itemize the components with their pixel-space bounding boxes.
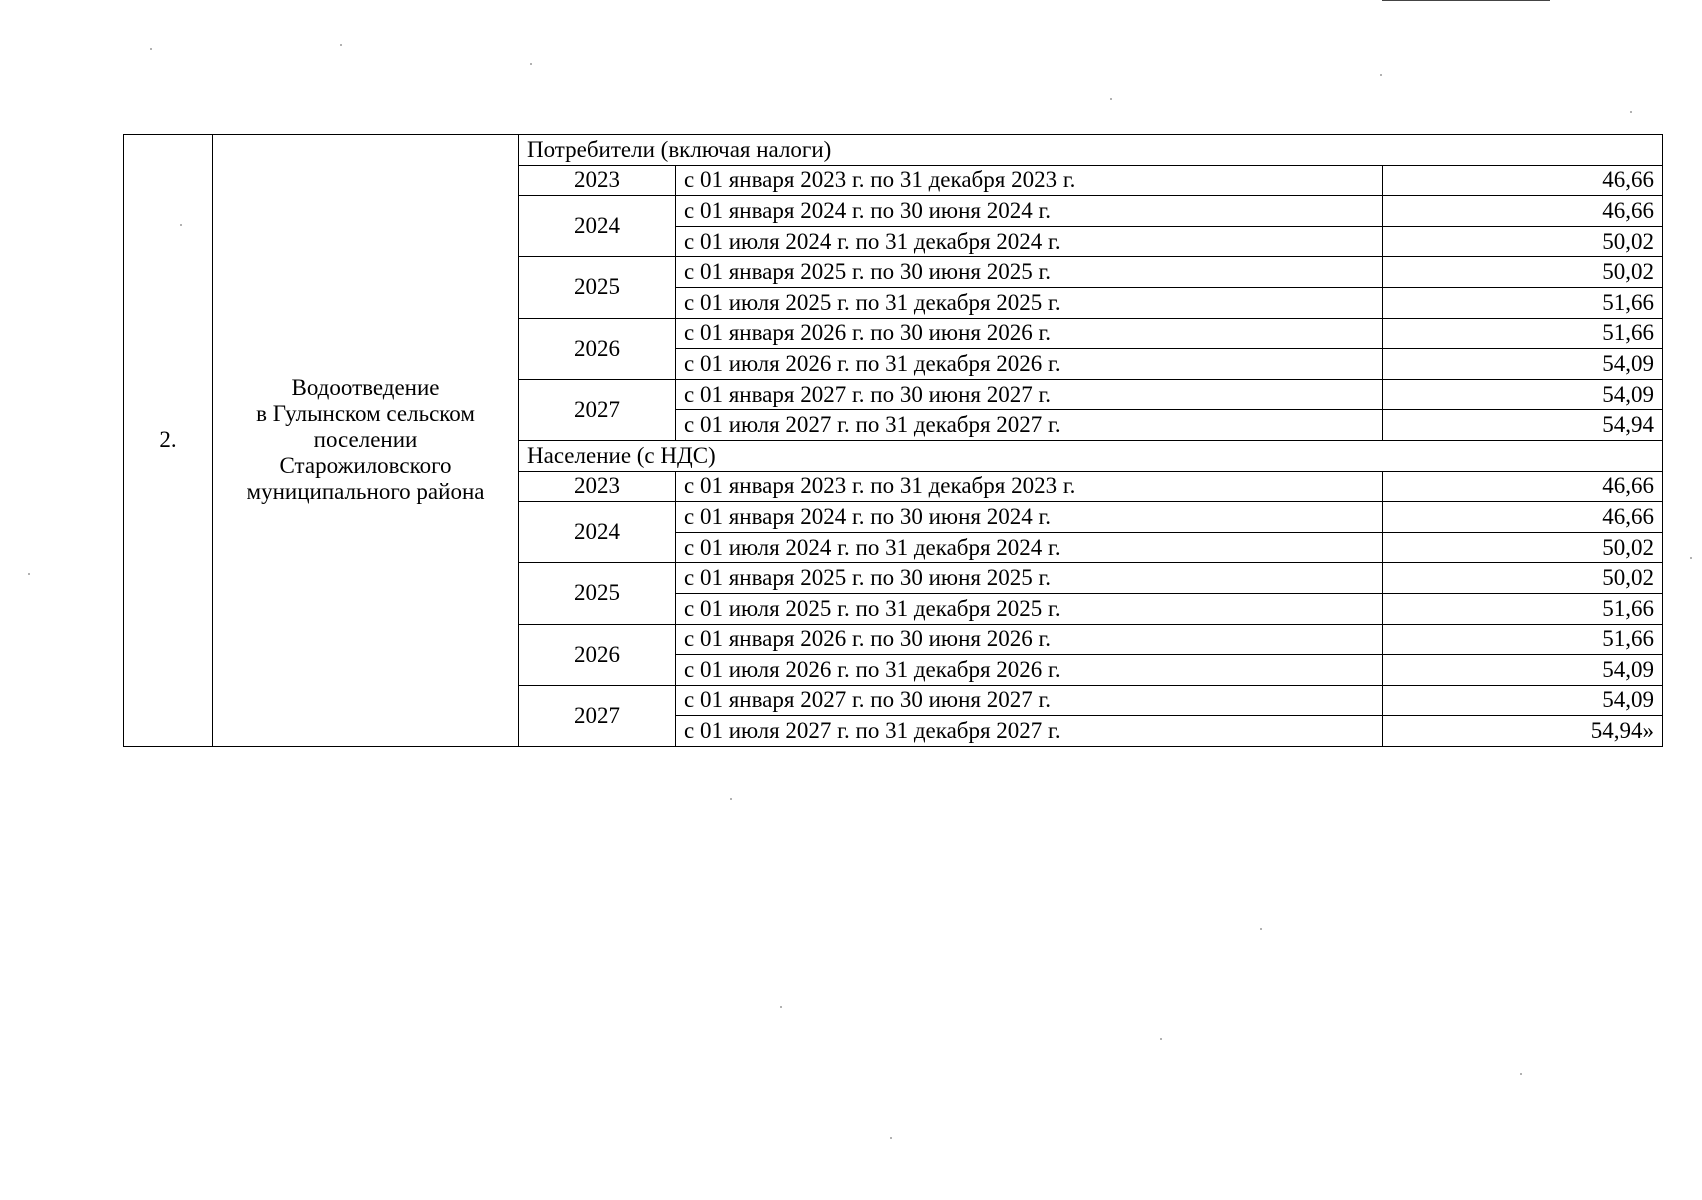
scan-speck (530, 63, 532, 65)
year-cell: 2026 (519, 624, 676, 685)
year-cell: 2027 (519, 685, 676, 746)
scan-speck (1630, 111, 1632, 113)
consumer-group-title: Население (с НДС) (519, 440, 1663, 471)
service-name-line: Водоотведение (291, 375, 440, 401)
period-cell: с 01 января 2025 г. по 30 июня 2025 г. (676, 257, 1383, 288)
tariff-value-cell: 46,66 (1383, 502, 1663, 533)
tariff-value-cell: 46,66 (1383, 471, 1663, 502)
tariff-value-cell: 50,02 (1383, 226, 1663, 257)
period-cell: с 01 июля 2027 г. по 31 декабря 2027 г. (676, 716, 1383, 747)
tariff-value-cell: 50,02 (1383, 532, 1663, 563)
tariff-value-cell: 54,09 (1383, 655, 1663, 686)
service-name-line: Старожиловского (279, 453, 452, 479)
group-header-row (124, 135, 1663, 166)
service-name-line: поселении (313, 427, 418, 453)
scan-speck (890, 1137, 892, 1139)
period-cell: с 01 января 2027 г. по 30 июня 2027 г. (676, 379, 1383, 410)
scan-speck (1520, 1073, 1522, 1075)
year-cell: 2024 (519, 502, 676, 563)
tariff-value-cell: 54,09 (1383, 685, 1663, 716)
tariff-value-cell: 54,94 (1383, 410, 1663, 441)
year-cell: 2026 (519, 318, 676, 379)
scan-speck (1110, 98, 1112, 100)
period-cell: с 01 января 2027 г. по 30 июня 2027 г. (676, 685, 1383, 716)
tariff-value-cell: 51,66 (1383, 287, 1663, 318)
period-cell: с 01 января 2023 г. по 31 декабря 2023 г. (676, 165, 1383, 196)
year-cell: 2027 (519, 379, 676, 440)
row-number-cell: 2. (124, 135, 213, 747)
tariff-value-cell: 50,02 (1383, 563, 1663, 594)
scan-speck (1260, 928, 1262, 930)
year-cell: 2025 (519, 563, 676, 624)
scan-speck (340, 44, 342, 46)
scan-speck (780, 1006, 782, 1008)
period-cell: с 01 января 2026 г. по 30 июня 2026 г. (676, 318, 1383, 349)
service-name-cell (213, 135, 519, 747)
tariff-value-cell: 51,66 (1383, 593, 1663, 624)
tariff-value-cell: 54,09 (1383, 379, 1663, 410)
top-edge-rule (1382, 0, 1550, 1)
scan-speck (730, 798, 732, 800)
period-cell: с 01 июля 2024 г. по 31 декабря 2024 г. (676, 532, 1383, 563)
year-cell: 2023 (519, 471, 676, 502)
tariff-value-cell: 46,66 (1383, 165, 1663, 196)
tariff-value-cell: 54,94» (1383, 716, 1663, 747)
consumer-group-title: Потребители (включая налоги) (519, 135, 1663, 166)
service-name-line: в Гулынском сельском (256, 401, 475, 427)
tariff-value-cell: 46,66 (1383, 196, 1663, 227)
service-name-line: муниципального района (246, 479, 485, 505)
period-cell: с 01 января 2024 г. по 30 июня 2024 г. (676, 502, 1383, 533)
tariff-value-cell: 54,09 (1383, 349, 1663, 380)
period-cell: с 01 января 2024 г. по 30 июня 2024 г. (676, 196, 1383, 227)
scan-speck (1160, 1038, 1162, 1040)
period-cell: с 01 января 2025 г. по 30 июня 2025 г. (676, 563, 1383, 594)
period-cell: с 01 января 2026 г. по 30 июня 2026 г. (676, 624, 1383, 655)
scan-speck (28, 573, 30, 575)
tariff-value-cell: 51,66 (1383, 624, 1663, 655)
period-cell: с 01 июля 2024 г. по 31 декабря 2024 г. (676, 226, 1383, 257)
tariff-value-cell: 51,66 (1383, 318, 1663, 349)
period-cell: с 01 июля 2025 г. по 31 декабря 2025 г. (676, 593, 1383, 624)
year-cell: 2024 (519, 196, 676, 257)
scan-speck (150, 48, 152, 50)
year-cell: 2025 (519, 257, 676, 318)
period-cell: с 01 июля 2025 г. по 31 декабря 2025 г. (676, 287, 1383, 318)
year-cell: 2023 (519, 165, 676, 196)
tariff-value-cell: 50,02 (1383, 257, 1663, 288)
period-cell: с 01 июля 2026 г. по 31 декабря 2026 г. (676, 349, 1383, 380)
period-cell: с 01 января 2023 г. по 31 декабря 2023 г. (676, 471, 1383, 502)
tariff-table-body (124, 135, 1663, 747)
tariff-table (123, 134, 1663, 747)
scan-speck (1690, 557, 1692, 559)
period-cell: с 01 июля 2027 г. по 31 декабря 2027 г. (676, 410, 1383, 441)
period-cell: с 01 июля 2026 г. по 31 декабря 2026 г. (676, 655, 1383, 686)
scan-speck (1380, 74, 1382, 76)
